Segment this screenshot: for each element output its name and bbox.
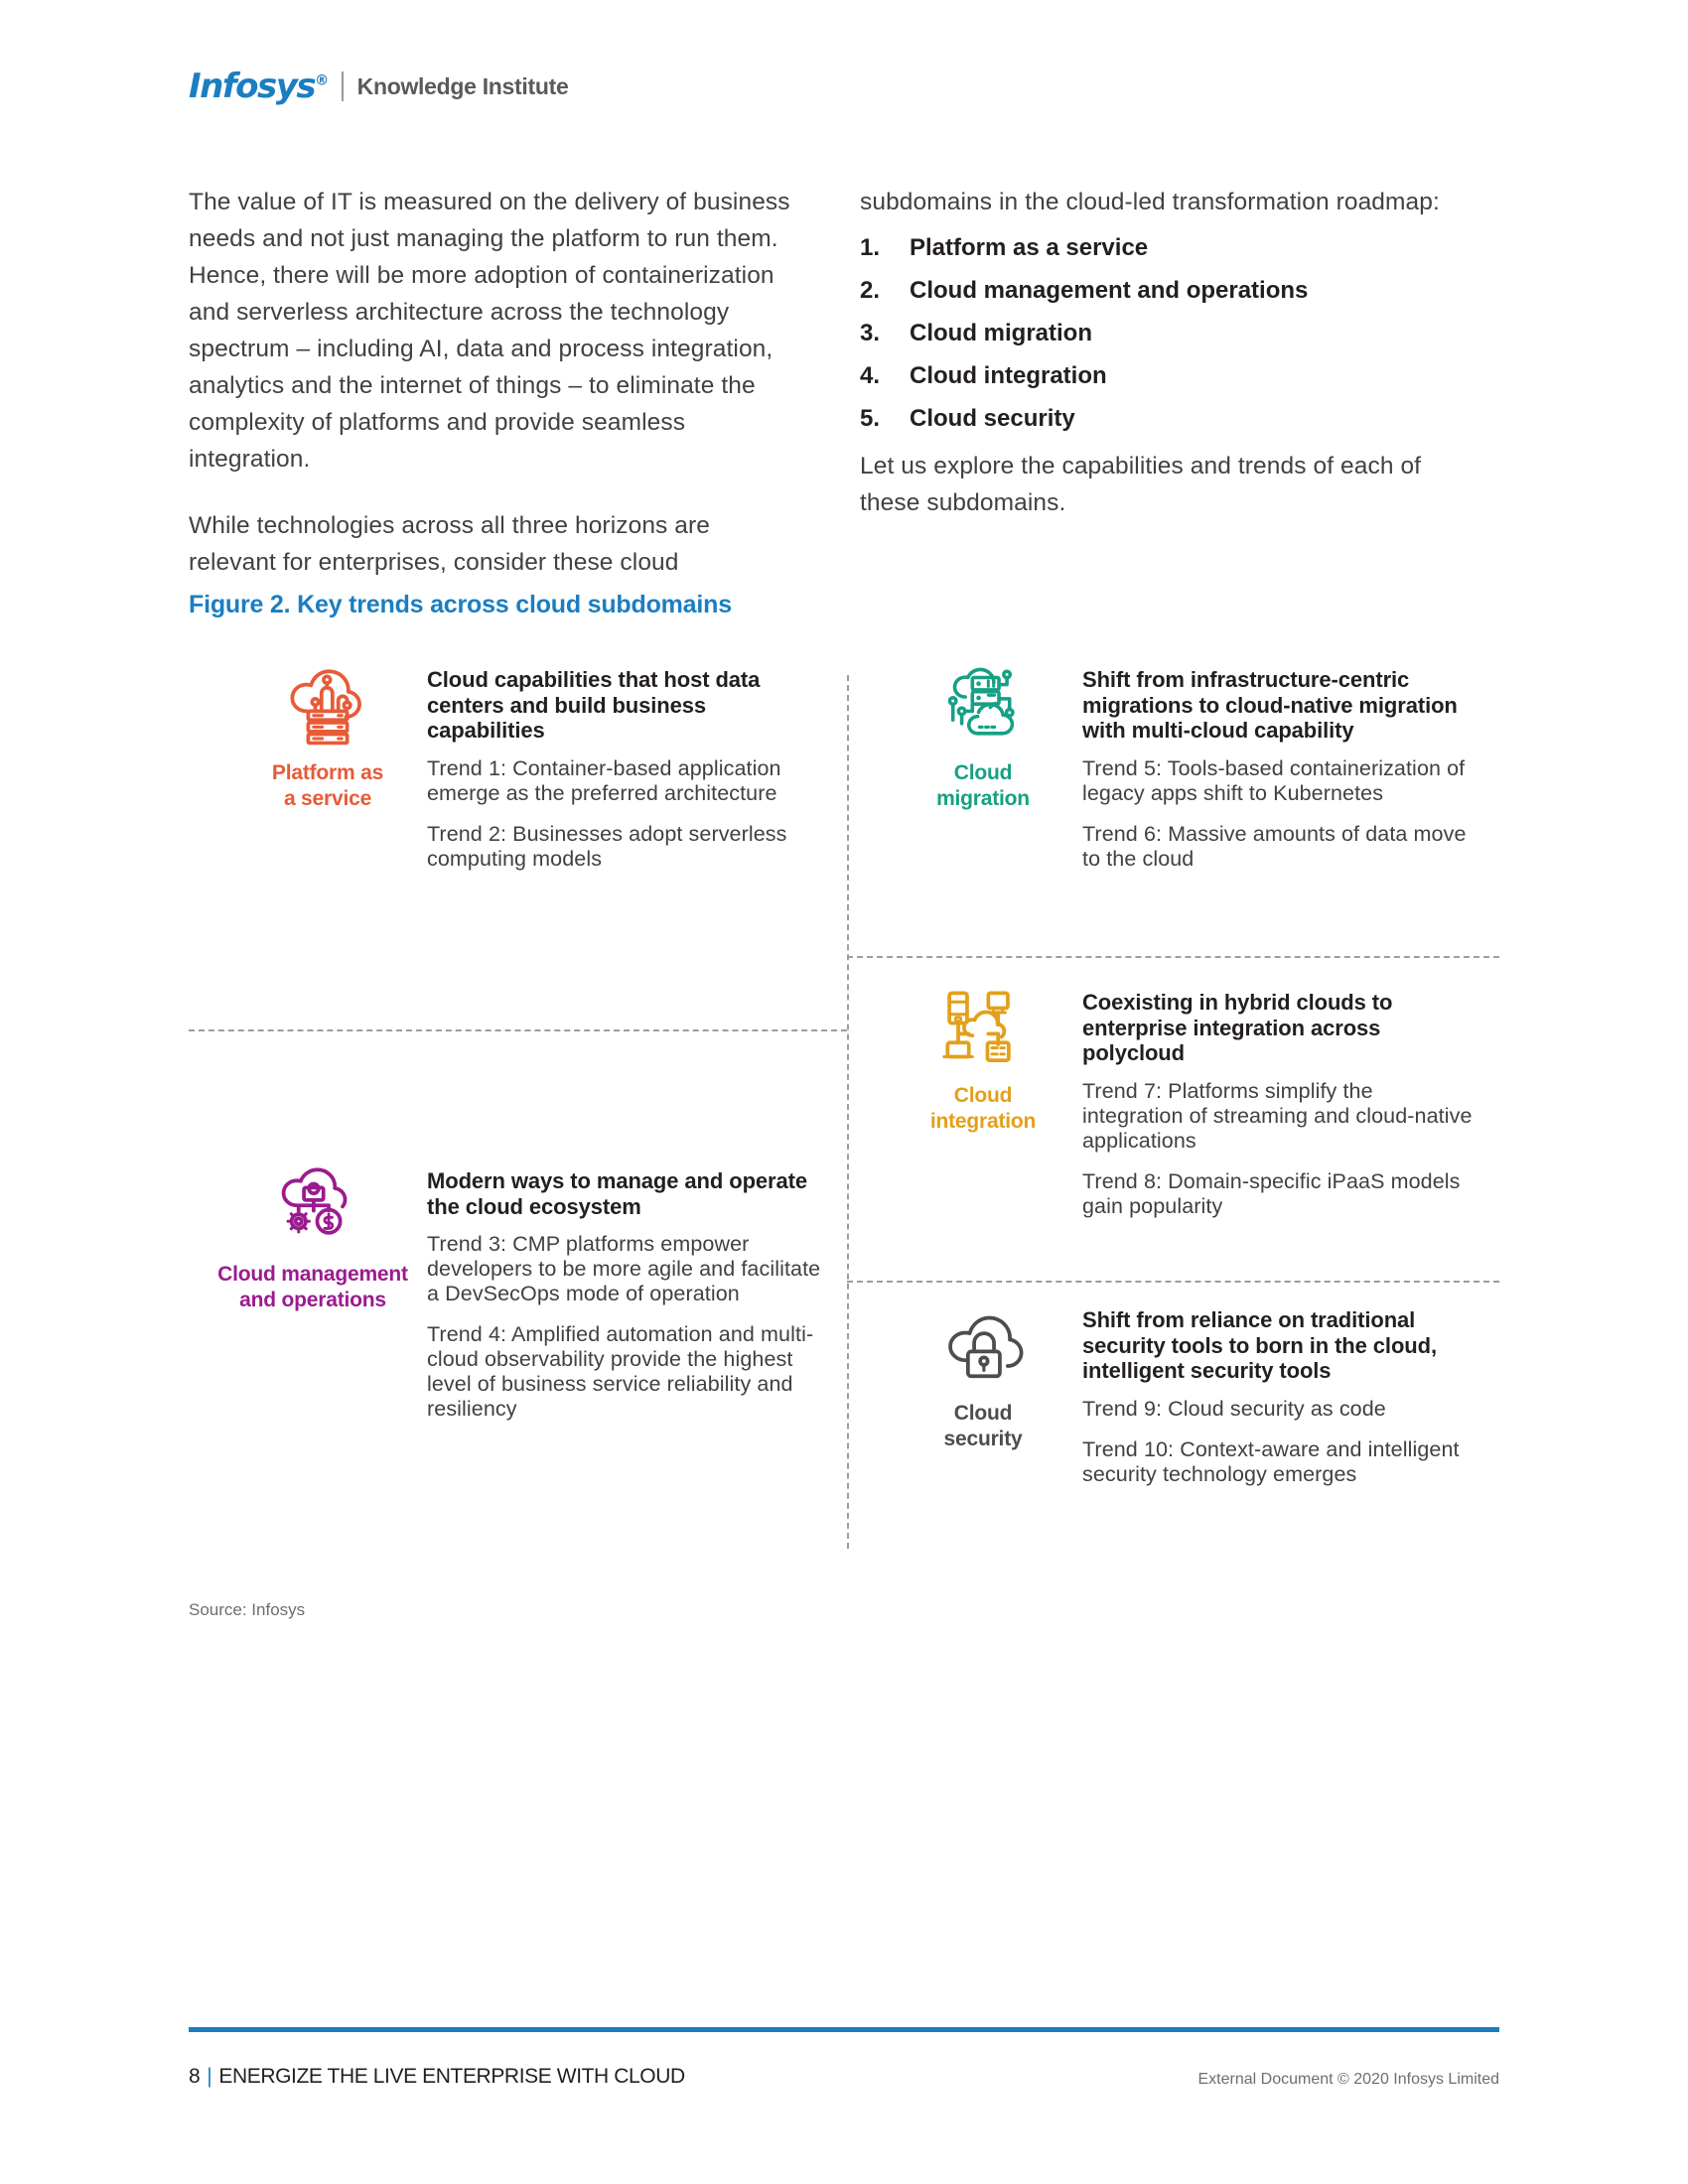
cloud-devices-integration-icon: [938, 988, 1028, 1069]
page-number: 8: [189, 2065, 201, 2088]
intro-paragraph-2: While technologies across all three horizons are relevant for enterprises, consider these cloud: [189, 512, 711, 576]
list-item: [860, 234, 1480, 262]
logo-divider: [342, 71, 344, 101]
quadrant-label: [936, 760, 1030, 812]
quadrant-icon-column: [199, 1166, 427, 1422]
footer-document-title: ENERGIZE THE LIVE ENTERPRISE WITH CLOUD: [218, 2065, 685, 2088]
quadrant-cloud-integration: [884, 988, 1479, 1219]
quadrant-trend: Trend 7: Platforms simplify the integration of streaming and cloud-native applications: [1082, 1078, 1473, 1153]
intro-left-column: [189, 184, 799, 581]
list-item-number: 2.: [860, 277, 881, 304]
quadrant-label-line-2: security: [943, 1428, 1023, 1450]
list-item-label: Cloud migration: [910, 320, 1092, 346]
intro-lead-text: subdomains in the cloud-led transformation roadmap:: [860, 189, 1440, 215]
footer-separator: |: [207, 2065, 212, 2088]
list-item-label: Platform as a service: [910, 234, 1149, 261]
figure-source: Source: Infosys: [189, 1600, 306, 1619]
list-item: [860, 277, 1480, 305]
list-item-label: Cloud management and operations: [910, 277, 1309, 304]
quadrant-trend: Trend 4: Amplified automation and multi-cloud observability provide the highest level of business service reliability and resiliency: [427, 1322, 814, 1421]
footer-page-info: [189, 2065, 685, 2089]
knowledge-institute-wordmark: Knowledge Institute: [356, 72, 569, 99]
figure-horizontal-divider-left: [189, 1029, 847, 1031]
quadrant-label-line-1: Cloud: [953, 761, 1013, 784]
quadrant-text-column: [1082, 665, 1479, 872]
quadrant-trend: Trend 2: Businesses adopt serverless computing models: [427, 821, 787, 871]
quadrant-trend: Trend 8: Domain-specific iPaaS models gain popularity: [1082, 1168, 1461, 1218]
quadrant-icon-column: [884, 988, 1082, 1219]
footer-divider: [189, 2027, 1499, 2032]
quadrant-heading: Shift from reliance on traditional security tools to born in the cloud, intelligent security tools: [1082, 1307, 1437, 1383]
quadrant-platform-as-a-service: [228, 665, 824, 872]
quadrant-label-line-2: and operations: [239, 1289, 386, 1311]
quadrant-label: [944, 1401, 1023, 1452]
quadrant-trend: Trend 10: Context-aware and intelligent security technology emerges: [1082, 1436, 1460, 1486]
quadrant-text-column: [1082, 1305, 1479, 1487]
intro-closing-text: Let us explore the capabilities and trends of each of these subdomains.: [860, 453, 1422, 516]
quadrant-trend: Trend 6: Massive amounts of data move to the cloud: [1082, 821, 1467, 871]
quadrant-text-column: [1082, 988, 1479, 1219]
quadrant-icon-column: [884, 665, 1082, 872]
list-item-number: 1.: [860, 234, 881, 261]
figure-title: Figure 2. Key trends across cloud subdomains: [189, 591, 732, 618]
quadrant-trend: Trend 1: Container-based application emerge as the preferred architecture: [427, 755, 781, 805]
infosys-knowledge-institute-logo: [189, 67, 569, 106]
infosys-wordmark-text: Infosys: [189, 67, 316, 106]
figure-horizontal-divider-right-upper: [847, 956, 1499, 958]
quadrant-heading: Coexisting in hybrid clouds to enterprise integration across polycloud: [1082, 990, 1393, 1065]
quadrant-cloud-security: [884, 1305, 1479, 1487]
intro-right-column: [860, 184, 1480, 521]
quadrant-label: [930, 1083, 1036, 1135]
quadrant-label-line-1: Cloud: [953, 1084, 1013, 1107]
quadrant-label: [272, 760, 383, 812]
cloud-padlock-icon: [938, 1305, 1028, 1387]
quadrant-label-line-1: Cloud management: [217, 1263, 408, 1286]
footer-copyright: External Document © 2020 Infosys Limited: [1197, 2071, 1499, 2088]
quadrant-cloud-migration: [884, 665, 1479, 872]
quadrant-heading: Cloud capabilities that host data centers and build business capabilities: [427, 667, 761, 743]
list-item: [860, 320, 1480, 347]
figure-key-trends-across-cloud-subdomains: [189, 655, 1499, 1559]
quadrant-text-column: [427, 665, 824, 872]
quadrant-label-line-2: a service: [283, 787, 372, 810]
list-item-label: Cloud security: [910, 405, 1075, 432]
quadrant-heading: Modern ways to manage and operate the cloud ecosystem: [427, 1168, 808, 1219]
figure-horizontal-divider-right-lower: [847, 1281, 1499, 1283]
list-item-number: 4.: [860, 362, 881, 389]
cloud-server-rack-icon: [283, 665, 372, 747]
registered-trademark-icon: ®: [315, 72, 328, 89]
quadrant-label: [217, 1262, 408, 1313]
list-item: [860, 405, 1480, 433]
list-item-label: Cloud integration: [910, 362, 1107, 389]
list-item-number: 5.: [860, 405, 881, 432]
list-item: [860, 362, 1480, 390]
quadrant-icon-column: [884, 1305, 1082, 1487]
quadrant-icon-column: [228, 665, 427, 872]
cloud-subdomain-list: [860, 234, 1480, 433]
infosys-wordmark: [189, 67, 328, 106]
quadrant-label-line-1: Platform as: [271, 761, 384, 784]
quadrant-label-line-2: integration: [929, 1110, 1037, 1133]
quadrant-trend: Trend 9: Cloud security as code: [1082, 1396, 1386, 1421]
quadrant-trend: Trend 3: CMP platforms empower developers to be more agile and facilitate a DevSecOps mode of operation: [427, 1232, 821, 1305]
list-item-number: 3.: [860, 320, 881, 346]
cloud-migration-network-icon: [938, 665, 1028, 747]
cloud-gear-dollar-icon: [268, 1166, 357, 1248]
quadrant-text-column: [427, 1166, 824, 1422]
quadrant-label-line-2: migration: [936, 787, 1030, 810]
quadrant-cloud-management-and-operations: [199, 1166, 824, 1422]
intro-paragraph-1: The value of IT is measured on the delivery of business needs and not just managing the platform to run them. Hence, there will be more adoption of containerization and serverless architecture across the technology spectrum – including AI, data and process integration, analytics and the internet of things – to eliminate the complexity of platforms and provide seamless integration.: [189, 189, 790, 473]
figure-vertical-divider: [847, 675, 849, 1549]
quadrant-label-line-1: Cloud: [953, 1402, 1013, 1425]
quadrant-trend: Trend 5: Tools-based containerization of legacy apps shift to Kubernetes: [1082, 755, 1466, 805]
quadrant-heading: Shift from infrastructure-centric migrations to cloud-native migration with multi-cloud capability: [1082, 667, 1458, 743]
